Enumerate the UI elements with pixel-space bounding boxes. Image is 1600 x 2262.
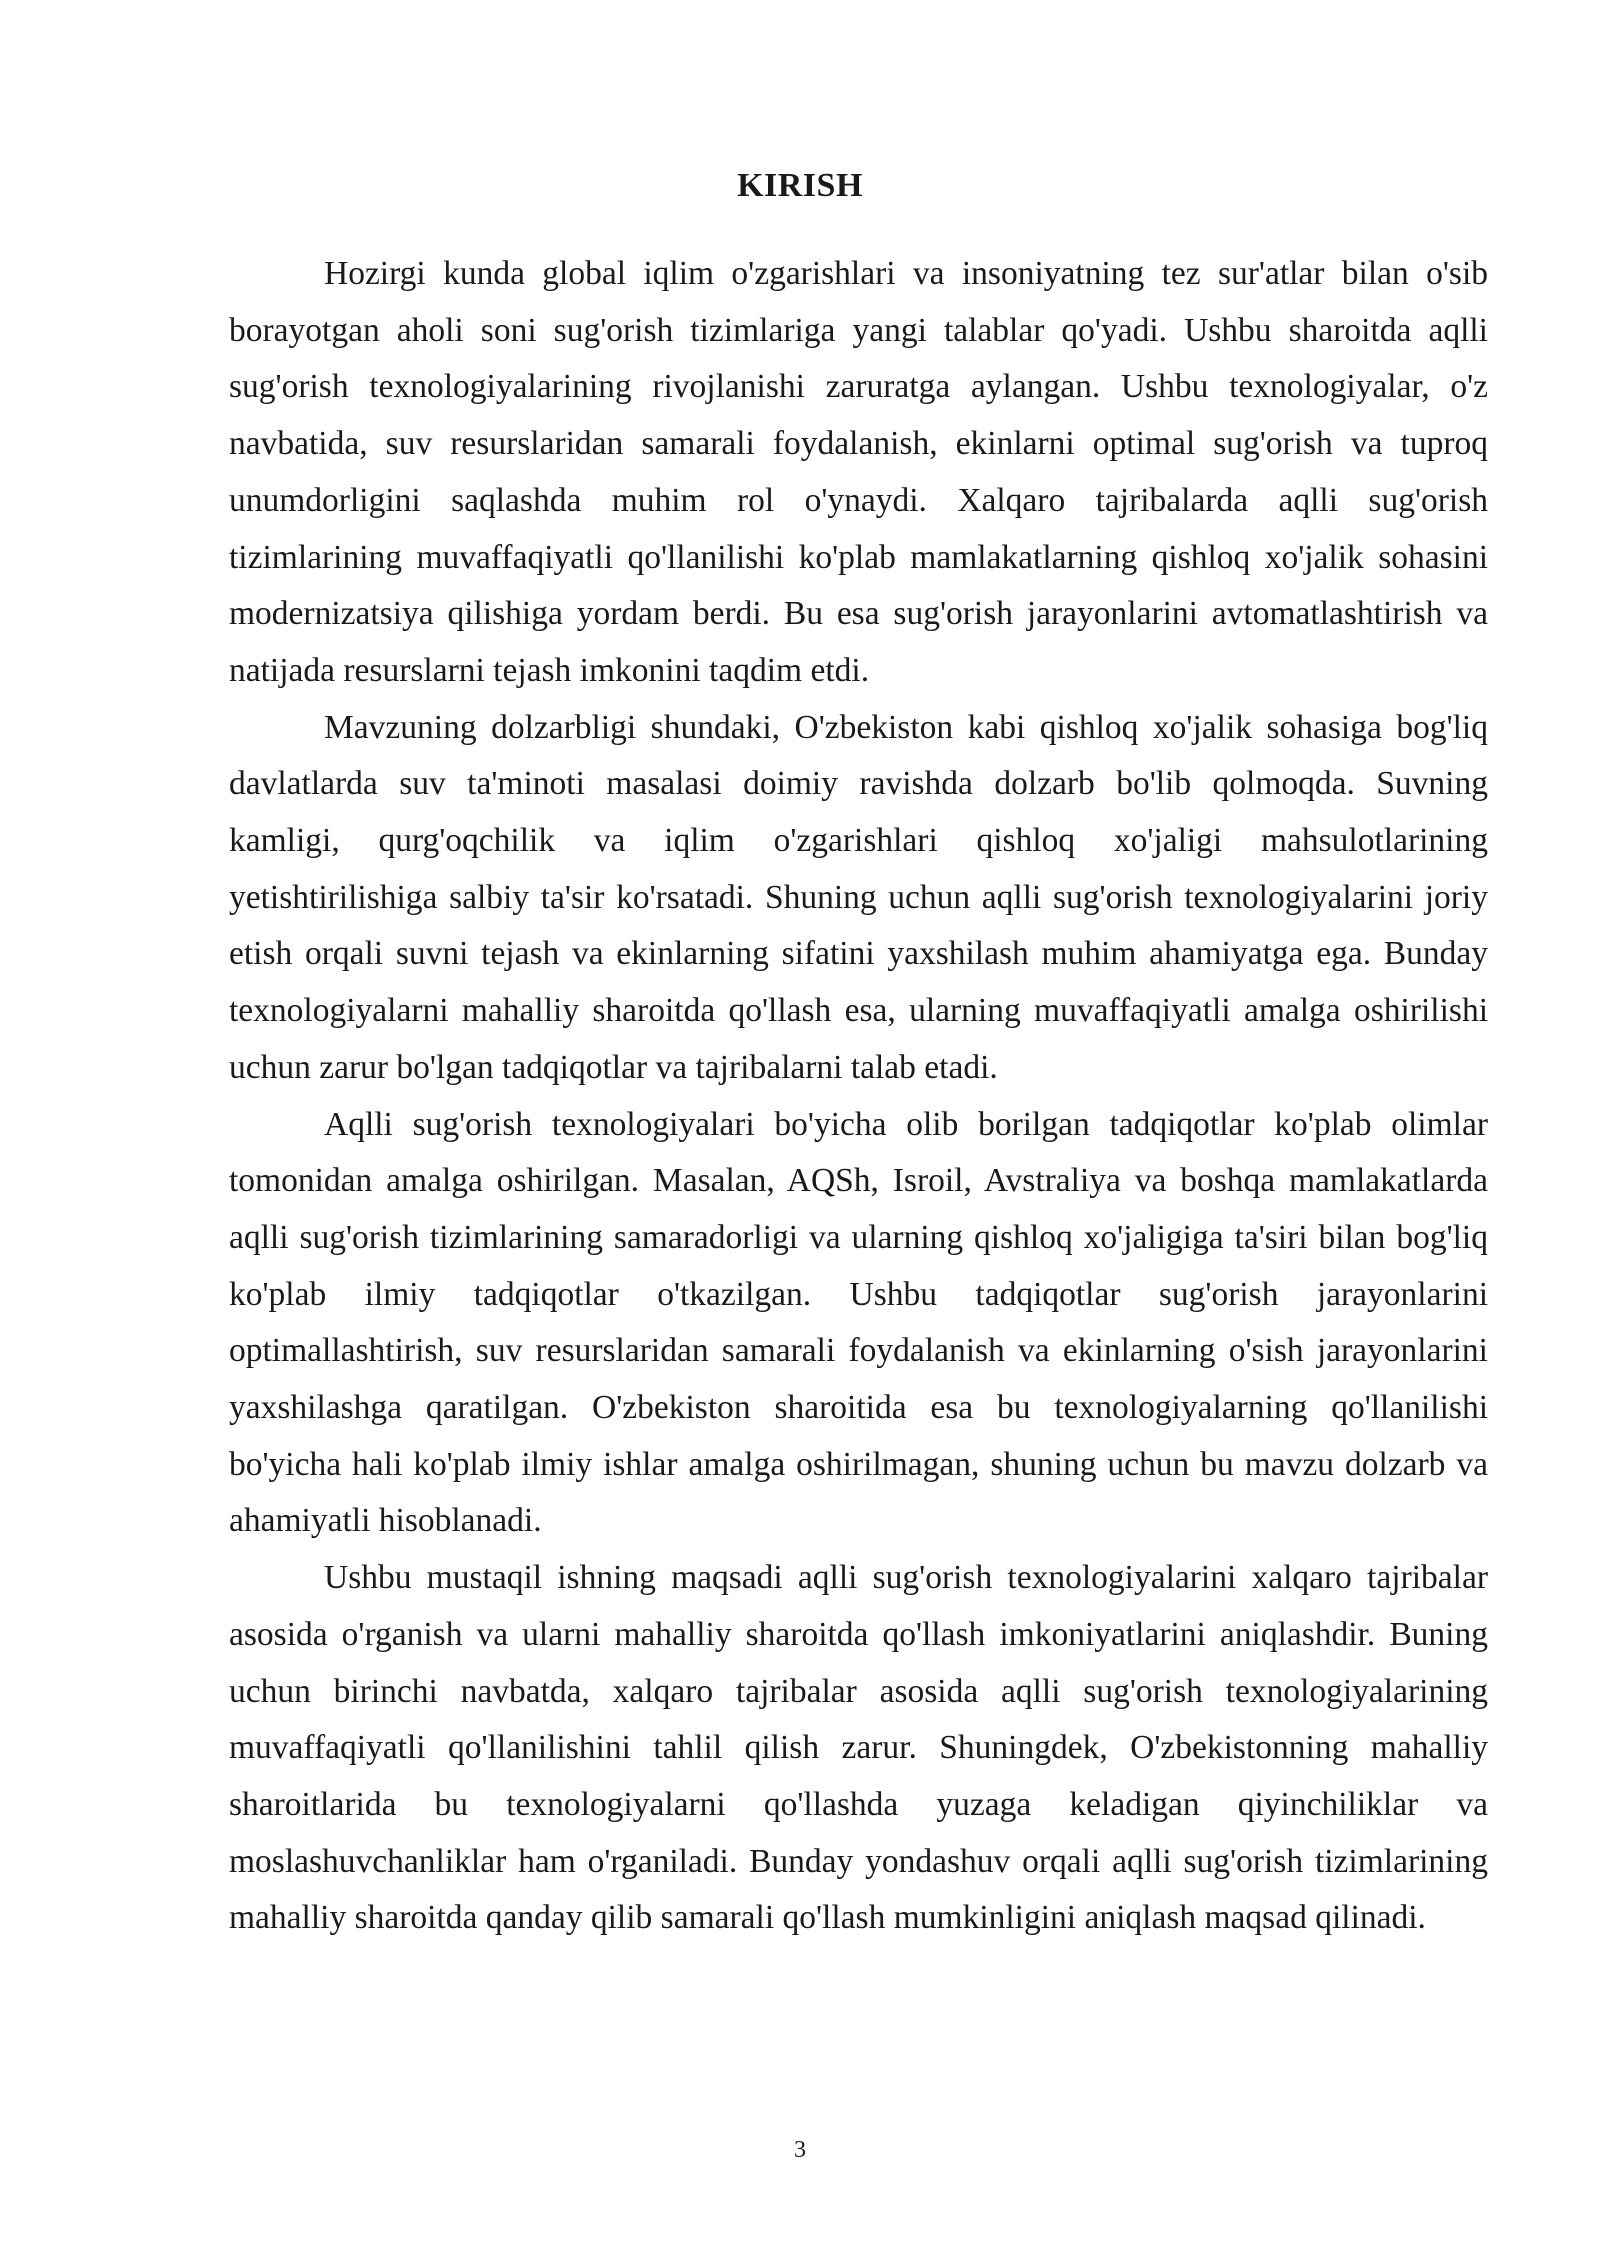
paragraph-4: Ushbu mustaqil ishning maqsadi aqlli sug'orish texnologiyalarini xalqaro tajribalar asosida o'rganish va ularni mahalliy sharoitda qo'llash imkoniyatlarini aniqlashdir. Buning uchun birinchi navbatda, xalqaro tajribalar asosida aqlli sug'orish texnologiyalarining muvaffaqiyatli qo'llanilishini tahlil qilish zarur. Shuningdek, O'zbekistonning mahalliy sharoitlarida bu texnologiyalarni qo'llashda yuzaga keladigan qiyinchiliklar va moslashuvchanliklar ham o'rganiladi. Bunday yondashuv orqali aqlli sug'orish tizimlarining mahalliy sharoitda qanday qilib samarali qo'llash mumkinligini aniqlash maqsad qilinadi. — [229, 1559, 1488, 1937]
section-heading: KIRISH — [737, 167, 863, 204]
paragraph-2: Mavzuning dolzarbligi shundaki, O'zbekiston kabi qishloq xo'jalik sohasiga bog'liq davlatlarda suv ta'minoti masalasi doimiy ravishda dolzarb bo'lib qolmoqda. Suvning kamligi, qurg'oqchilik va iqlim o'zgarishlari qishloq xo'jaligi mahsulotlarining yetishtirilishiga salbiy ta'sir ko'rsatadi. Shuning uchun aqlli sug'orish texnologiyalarini joriy etish orqali suvni tejash va ekinlarning sifatini yaxshilash muhim ahamiyatga ega. Bunday texnologiyalarni mahalliy sharoitda qo'llash esa, ularning muvaffaqiyatli amalga oshirilishi uchun zarur bo'lgan tadqiqotlar va tajribalarni talab etadi. — [229, 708, 1488, 1086]
paragraph-1: Hozirgi kunda global iqlim o'zgarishlari va insoniyatning tez sur'atlar bilan o'sib borayotgan aholi soni sug'orish tizimlariga yangi talablar qo'yadi. Ushbu sharoitda aqlli sug'orish texnologiyalarining rivojlanishi zaruratga aylangan. Ushbu texnologiyalar, o'z navbatida, suv resurslaridan samarali foydalanish, ekinlarni optimal sug'orish va tuproq unumdorligini saqlashda muhim rol o'ynaydi. Xalqaro tajribalarda aqlli sug'orish tizimlarining muvaffaqiyatli qo'llanilishi ko'plab mamlakatlarning qishloq xo'jalik sohasini modernizatsiya qilishiga yordam berdi. Bu esa sug'orish jarayonlarini avtomatlashtirish va natijada resurslarni tejash imkonini taqdim etdi. — [229, 255, 1488, 689]
page-number: 3 — [794, 2137, 806, 2163]
body-text — [229, 246, 1488, 1947]
paragraph-3: Aqlli sug'orish texnologiyalari bo'yicha olib borilgan tadqiqotlar ko'plab olimlar tomonidan amalga oshirilgan. Masalan, AQSh, Isroil, Avstraliya va boshqa mamlakatlarda aqlli sug'orish tizimlarining samaradorligi va ularning qishloq xo'jaligiga ta'siri bilan bog'liq ko'plab ilmiy tadqiqotlar o'tkazilgan. Ushbu tadqiqotlar sug'orish jarayonlarini optimallashtirish, suv resurslaridan samarali foydalanish va ekinlarning o'sish jarayonlarini yaxshilashga qaratilgan. O'zbekiston sharoitida esa bu texnologiyalarning qo'llanilishi bo'yicha hali ko'plab ilmiy ishlar amalga oshirilmagan, shuning uchun bu mavzu dolzarb va ahamiyatli hisoblanadi. — [229, 1105, 1488, 1540]
